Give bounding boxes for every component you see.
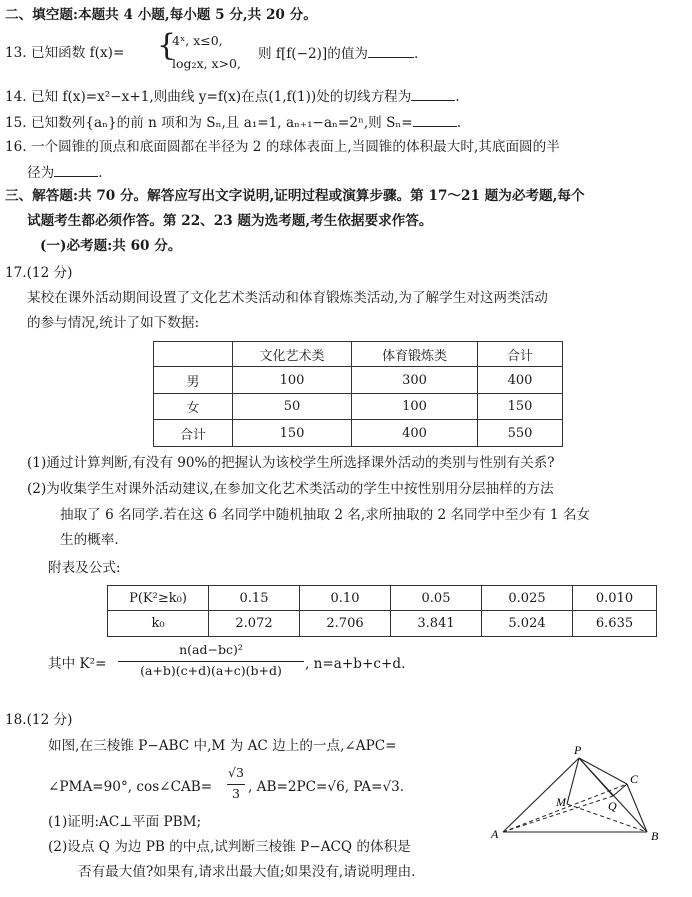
table-row xyxy=(154,420,563,447)
table-cell: 0.010 xyxy=(573,586,657,611)
contingency-table xyxy=(153,341,563,447)
edge-mb-hidden xyxy=(567,804,647,832)
required-heading: (一)必考题:共 60 分。 xyxy=(40,238,182,254)
formula-numerator: n(ad−bc)² xyxy=(179,642,243,657)
edge-cb xyxy=(627,784,647,832)
table-cell: 0.10 xyxy=(300,586,391,611)
q18-para2-a: ∠PMA=90°, cos∠CAB= xyxy=(48,779,213,795)
q15-answer-blank[interactable] xyxy=(413,112,457,127)
table-row xyxy=(108,611,657,637)
q18-sub2-line2: 否有最大值?如果有,请求出最大值;如果没有,请说明理由. xyxy=(78,864,416,880)
table-cell: 0.025 xyxy=(482,586,573,611)
table-cell: 150 xyxy=(233,420,352,447)
table-cell: 2.706 xyxy=(300,611,391,637)
label-b: B xyxy=(651,829,659,843)
q18-para2-b: , AB=2PC=√6, PA=√3. xyxy=(248,779,405,795)
label-m: M xyxy=(556,795,566,809)
table-cell: 550 xyxy=(478,420,563,447)
q18-sub1: (1)证明:AC⊥平面 PBM; xyxy=(48,814,202,830)
q16-answer-blank[interactable] xyxy=(54,162,98,177)
formula-denominator: (a+b)(c+d)(a+c)(b+d) xyxy=(140,663,282,678)
edge-pq xyxy=(579,758,613,796)
table-cell: 400 xyxy=(352,420,478,447)
q17-sub2-line3: 生的概率. xyxy=(60,532,119,548)
q17-para1: 某校在课外活动期间设置了文化艺术类活动和体育锻炼类活动,为了解学生对这两类活动 xyxy=(27,290,548,306)
formula-prefix: 其中 K²= xyxy=(48,656,107,672)
q15-line xyxy=(5,112,692,133)
table-row xyxy=(108,586,657,611)
q18-sub2-line1: (2)设点 Q 为边 PB 的中点,试判断三棱锥 P−ACQ 的体积是 xyxy=(48,839,411,855)
table-cell: 6.635 xyxy=(573,611,657,637)
edge-pa xyxy=(503,758,579,832)
q13-prefix: 13. 已知函数 f(x)= xyxy=(5,45,125,61)
table-cell: P(K²≥k₀) xyxy=(108,586,209,611)
q16-text2: 径为 xyxy=(27,165,55,181)
table-cell: 0.15 xyxy=(209,586,300,611)
section3-title-line2: 试题考生都必须作答。第 22、23 题为选考题,考生依据要求作答。 xyxy=(27,213,433,229)
table-cell: 3.841 xyxy=(391,611,482,637)
q16-line2 xyxy=(27,162,692,183)
table-cell: 0.05 xyxy=(391,586,482,611)
table-header-cell: 合计 xyxy=(478,342,563,367)
q16-line1: 16. 一个圆锥的顶点和底面圆都在半径为 2 的球体表面上,当圆锥的体积最大时,其底面圆的半 xyxy=(5,139,560,155)
table-cell: 400 xyxy=(478,367,563,394)
edge-pm xyxy=(567,758,579,804)
q14-end: . xyxy=(455,89,460,105)
section2-title: 二、填空题:本题共 4 小题,每小题 5 分,共 20 分。 xyxy=(5,7,317,23)
table-cell: 150 xyxy=(478,394,563,420)
q18-para1: 如图,在三棱锥 P−ABC 中,M 为 AC 边上的一点,∠APC= xyxy=(48,738,397,754)
q13-brace: { xyxy=(157,28,177,63)
q18-head: 18.(12 分) xyxy=(5,712,73,728)
cos-denominator: 3 xyxy=(232,786,240,801)
table-cell: 300 xyxy=(352,367,478,394)
q13-case1: 4ˣ, x≤0, xyxy=(172,33,223,48)
table-row xyxy=(154,394,563,420)
q17-sub2-line1: (2)为收集学生对课外活动建议,在参加文化艺术类活动的学生中按性别用分层抽样的方法 xyxy=(27,481,554,497)
table-cell: 50 xyxy=(233,394,352,420)
table-cell: k₀ xyxy=(108,611,209,637)
q13-suffix-line xyxy=(258,43,692,64)
section3-title-line1: 三、解答题:共 70 分。解答应写出文字说明,证明过程或演算步骤。第 17～21 题为必考题,每个 xyxy=(5,188,585,204)
table-cell: 100 xyxy=(352,394,478,420)
table-cell: 100 xyxy=(233,367,352,394)
table-cell: 5.024 xyxy=(482,611,573,637)
appendix-label: 附表及公式: xyxy=(48,560,121,576)
label-p: P xyxy=(574,743,582,757)
q17-para2: 的参与情况,统计了如下数据: xyxy=(27,315,200,331)
edge-pc xyxy=(579,758,627,784)
table-header-cell: 体育锻炼类 xyxy=(352,342,478,367)
label-q: Q xyxy=(608,799,617,813)
q17-sub2-line2: 抽取了 6 名同学.若在这 6 名同学中随机抽取 2 名,求所抽取的 2 名同学中至少有 1 名女 xyxy=(60,507,591,523)
label-c: C xyxy=(630,772,639,786)
table-header-cell xyxy=(154,342,233,367)
q16-end: . xyxy=(98,165,103,181)
q14-answer-blank[interactable] xyxy=(411,86,455,101)
table-cell: 女 xyxy=(154,394,233,420)
cos-fraction-bar xyxy=(227,784,245,785)
q14-text: 14. 已知 f(x)=x²−x+1,则曲线 y=f(x)在点(1,f(1))处的切线方程为 xyxy=(5,89,412,105)
pyramid-figure xyxy=(485,740,675,850)
q17-head: 17.(12 分) xyxy=(5,265,73,281)
cos-numerator: √3 xyxy=(228,765,244,780)
table-cell: 合计 xyxy=(154,420,233,447)
q15-text: 15. 已知数列{aₙ}的前 n 项和为 Sₙ,且 a₁=1, aₙ₊₁−aₙ=2ⁿ,则 Sₙ= xyxy=(5,115,413,131)
q17-sub1: (1)通过计算判断,有没有 90%的把握认为该校学生所选择课外活动的类别与性别有关系? xyxy=(27,455,555,471)
table-row xyxy=(154,367,563,394)
table-cell: 2.072 xyxy=(209,611,300,637)
edge-qc xyxy=(613,784,627,796)
q13-answer-blank[interactable] xyxy=(368,43,414,58)
q13-end: . xyxy=(414,46,419,62)
formula-suffix: , n=a+b+c+d. xyxy=(305,656,406,672)
label-a: A xyxy=(491,827,499,841)
table-cell: 男 xyxy=(154,367,233,394)
q13-case2: log₂x, x>0, xyxy=(172,56,241,71)
q14-line xyxy=(5,86,692,107)
q13-suffix: 则 f[f(−2)]的值为 xyxy=(258,46,369,62)
critical-value-table xyxy=(107,585,657,637)
table-header-cell: 文化艺术类 xyxy=(233,342,352,367)
q15-end: . xyxy=(456,115,462,131)
formula-fraction-bar xyxy=(118,661,304,662)
